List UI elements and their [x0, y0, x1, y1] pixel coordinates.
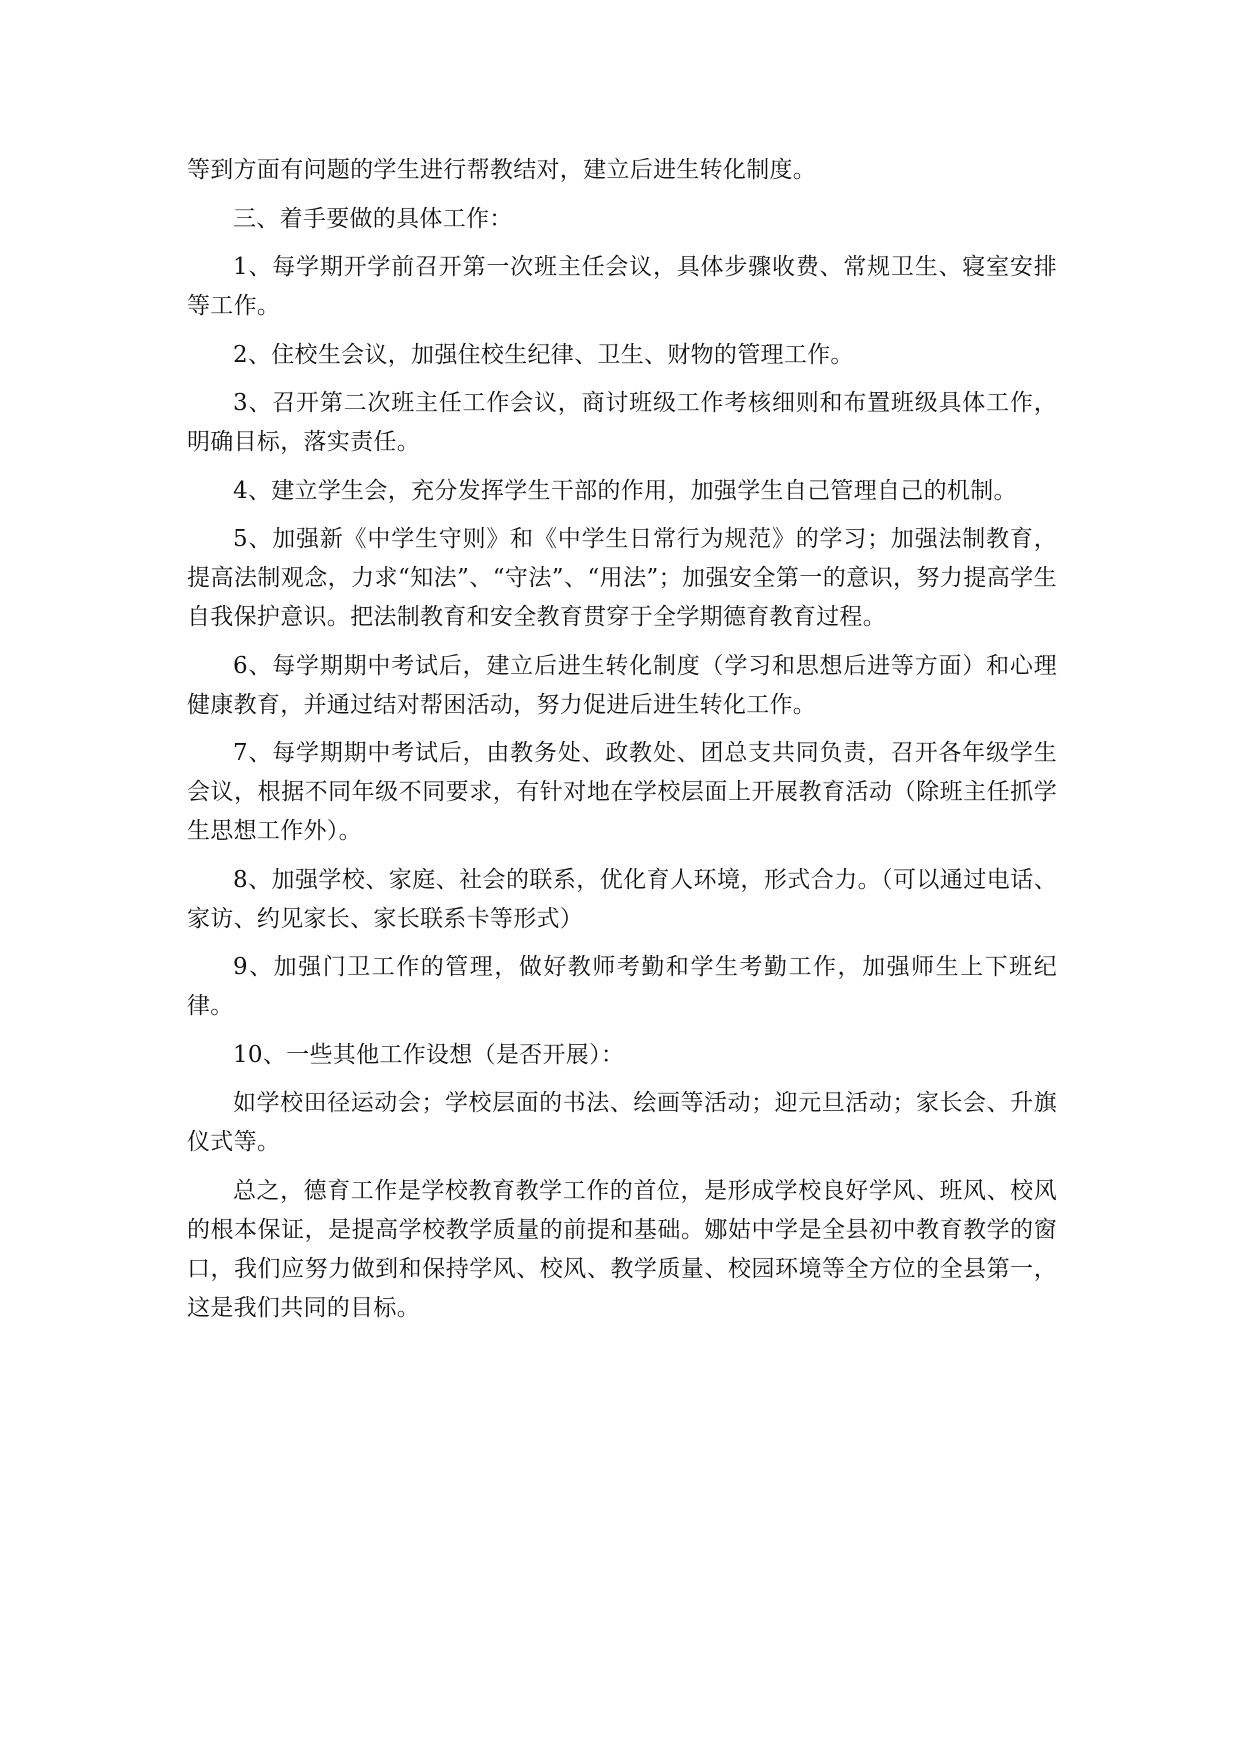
- list-item-2: 2、住校生会议，加强住校生纪律、卫生、财物的管理工作。: [233, 341, 854, 368]
- list-item-7: 7、每学期期中考试后，由教务处、政教处、团总支共同负责，召开各年级学生会议，根据不同年级不同要求，有针对地在学校层面上开展教育活动（除班主任抓学生思想工作外）。: [187, 740, 1057, 844]
- list-item-5: 5、加强新《中学生守则》和《中学生日常行为规范》的学习；加强法制教育，提高法制观念，力求“知法”、“守法”、“用法”；加强安全第一的意识，努力提高学生自我保护意识。把法制教育和安全教育贯穿于全学期德育教育过程。: [187, 526, 1057, 630]
- list-item-10-detail: 如学校田径运动会；学校层面的书法、绘画等活动；迎元旦活动；家长会、升旗仪式等。: [187, 1090, 1057, 1155]
- list-item-1: 1、每学期开学前召开第一次班主任会议，具体步骤收费、常规卫生、寝室安排等工作。: [187, 254, 1057, 319]
- list-item-6: 6、每学期期中考试后，建立后进生转化制度（学习和思想后进等方面）和心理健康教育，并通过结对帮困活动，努力促进后进生转化工作。: [187, 652, 1057, 718]
- list-item-3: 3、召开第二次班主任工作会议，商讨班级工作考核细则和布置班级具体工作，明确目标，落实责任。: [187, 390, 1057, 455]
- section-heading-specific-work: 三、着手要做的具体工作：: [233, 205, 513, 232]
- paragraph-continuation: 等到方面有问题的学生进行帮教结对，建立后进生转化制度。: [187, 157, 817, 183]
- conclusion-paragraph: 总之，德育工作是学校教育教学工作的首位，是形成学校良好学风、班风、校风的根本保证，是提高学校教学质量的前提和基础。娜姑中学是全县初中教育教学的窗口，我们应努力做到和保持学风、校风、教学质量、校园环境等全方位的全县第一，这是我们共同的目标。: [187, 1177, 1057, 1321]
- document-body: [187, 151, 1057, 1337]
- list-item-4: 4、建立学生会，充分发挥学生干部的作用，加强学生自己管理自己的机制。: [233, 477, 1017, 504]
- list-item-8: 8、加强学校、家庭、社会的联系，优化育人环境，形式合力。（可以通过电话、家访、约见家长、家长联系卡等形式）: [187, 866, 1057, 932]
- list-item-9: 9、加强门卫工作的管理，做好教师考勤和学生考勤工作，加强师生上下班纪律。: [187, 954, 1057, 1019]
- list-item-10: 10、一些其他工作设想（是否开展）：: [233, 1041, 625, 1068]
